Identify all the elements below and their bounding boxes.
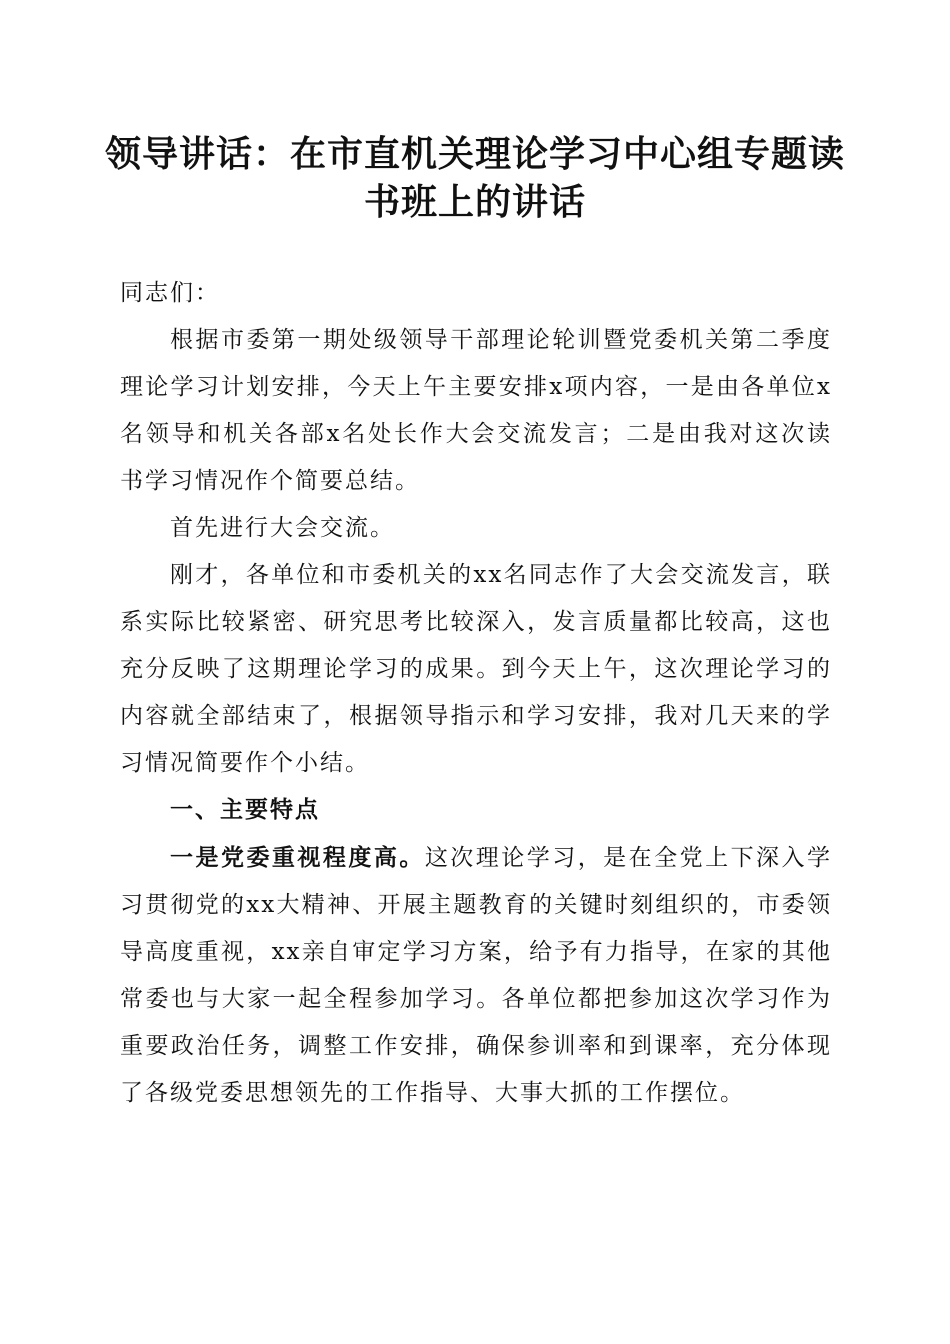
paragraph-3: 刚才，各单位和市委机关的xx名同志作了大会交流发言，联系实际比较紧密、研究思考比较深入，发言质量都比较高，这也充分反映了这期理论学习的成果。到今天上午，这次理论学习的内容就全部结束了，根据领导指示和学习安排，我对几天来的学习情况简要作个小结。 xyxy=(120,562,832,776)
paragraph-2: 首先进行大会交流。 xyxy=(170,515,395,541)
title-line-2: 书班上的讲话 xyxy=(363,181,586,223)
paragraph-1: 根据市委第一期处级领导干部理论轮训暨党委机关第二季度理论学习计划安排，今天上午主要安排x项内容，一是由各单位x名领导和机关各部x名处长作大会交流发言；二是由我对这次读书学习情况作个简要总结。 xyxy=(120,327,832,494)
title-line-1: 领导讲话：在市直机关理论学习中心组专题读 xyxy=(104,133,845,175)
paragraph-4-lead: 一是党委重视程度高。 xyxy=(170,844,425,871)
paragraph-4-body: 这次理论学习，是在全党上下深入学习贯彻党的xx大精神、开展主题教育的关键时刻组织的，市委领导高度重视，xx亲自审定学习方案，给予有力指导，在家的其他常委也与大家一起全程参加学习。各单位都把参加这次学习作为重要政治任务，调整工作安排，确保参训率和到课率，充分体现了各级党委思想领先的工作指导、大事大抓的工作摆位。 xyxy=(120,845,833,1106)
document-title xyxy=(100,130,850,226)
salutation: 同志们： xyxy=(120,280,220,306)
paragraph-4 xyxy=(120,834,832,1117)
document-body xyxy=(120,270,832,1117)
section-heading: 一、主要特点 xyxy=(170,797,320,823)
